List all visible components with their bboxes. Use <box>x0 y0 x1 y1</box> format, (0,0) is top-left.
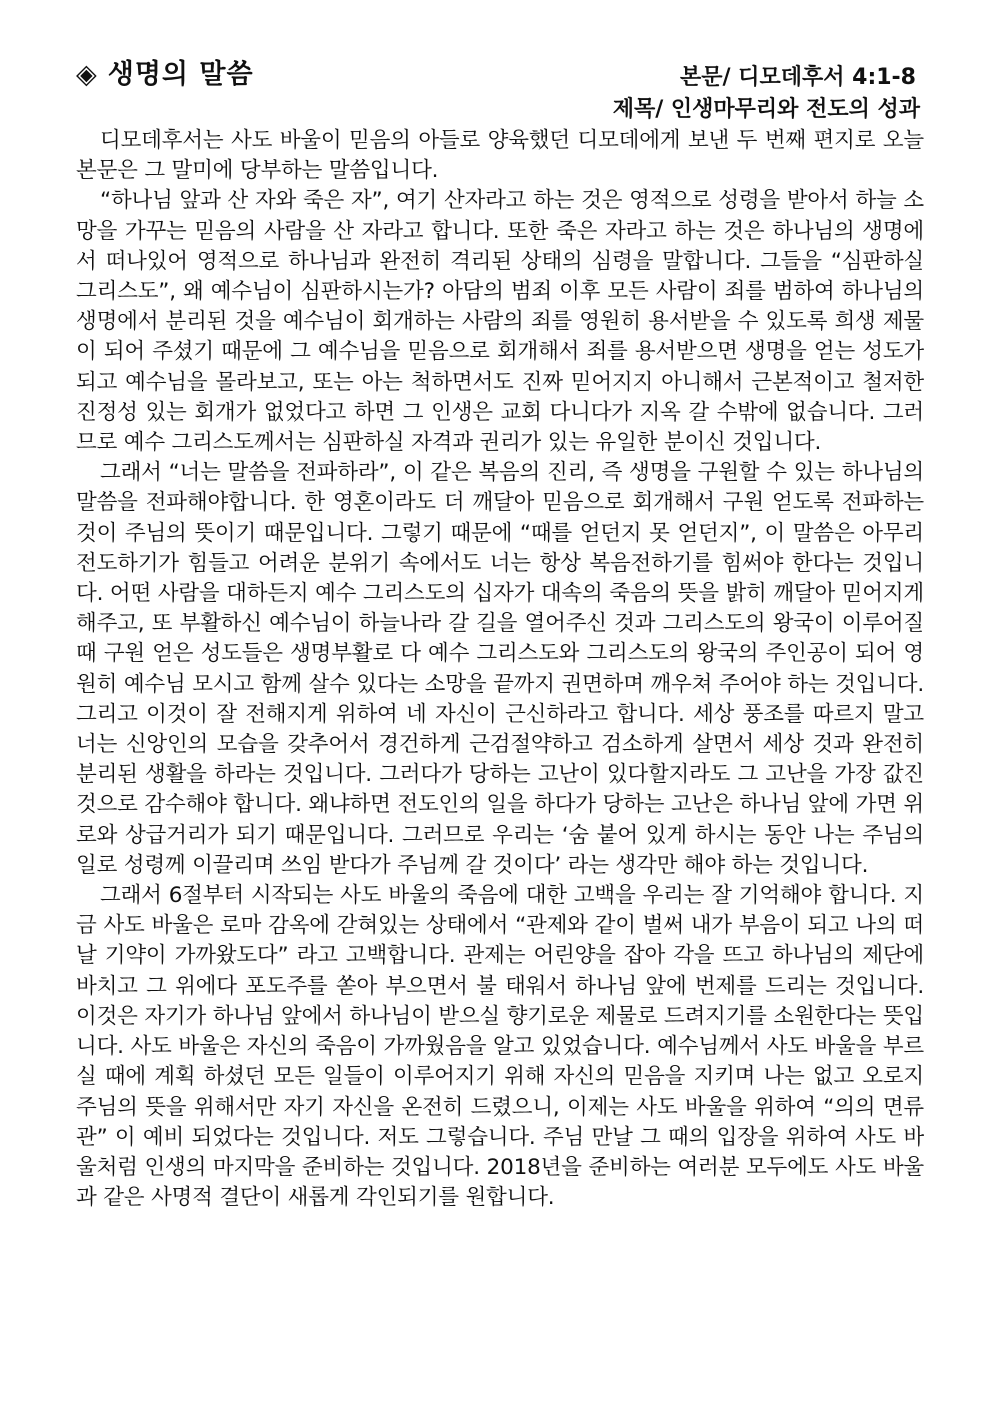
sermon-header <box>76 48 924 126</box>
sermon-title: 제목/ 인생마무리와 전도의 성과 <box>612 97 920 122</box>
sermon-title-label: 제목 <box>612 97 656 122</box>
sermon-title-text: 인생마무리와 전도의 성과 <box>670 97 920 122</box>
paragraph-judgment: “하나님 앞과 산 자와 죽은 자”, 여기 산자라고 하는 것은 영적으로 성령을 받아서 하늘 소망을 가꾸는 믿음의 사람을 산 자라고 합니다. 또한 죽은 자라고 하는 것은 하나님의 생명에서 떠나있어 영적으로 하나님과 완전히 격리된 상태의 심령을 말합니다. 그들을 “심판하실 그리스도”, 왜 예수님이 심판하시는가? 아담의 범죄 이후 모든 사람이 죄를 범하여 하나님의 생명에서 분리된 것을 예수님이 회개하는 사람의 죄를 영원히 용서받을 수 있도록 희생 제물이 되어 주셨기 때문에 그 예수님을 믿음으로 회개해서 죄를 용서받으면 생명을 얻는 성도가 되고 예수님을 몰라보고, 또는 아는 척하면서도 진짜 믿어지지 아니해서 근본적이고 철저한 진정성 있는 회개가 없었다고 하면 그 인생은 교회 다니다가 지옥 갈 수밖에 없습니다. 그러므로 예수 그리스도께서는 심판하실 자격과 권리가 있는 유일한 분이신 것입니다. <box>76 188 924 456</box>
diamond-bullet-icon: ◈ <box>76 59 98 90</box>
section-title-text: 생명의 말씀 <box>107 59 254 90</box>
section-title <box>76 52 254 91</box>
passage-ref: 디모데후서 4:1-8 <box>738 65 916 90</box>
paragraph-paul-confession: 그래서 6절부터 시작되는 사도 바울의 죽음에 대한 고백을 우리는 잘 기억해야 합니다. 지금 사도 바울은 로마 감옥에 갇혀있는 상태에서 “관제와 같이 벌써 내가 부음이 되고 나의 떠날 기약이 가까왔도다” 라고 고백합니다. 관제는 어린양을 잡아 각을 뜨고 하나님의 제단에 바치고 그 위에다 포도주를 쏟아 부으면서 불 태워서 하나님 앞에 번제를 드리는 것입니다. 이것은 자기가 하나님 앞에서 하나님이 받으실 향기로운 제물로 드려지기를 소원한다는 뜻입니다. 사도 바울은 자신의 죽음이 가까웠음을 알고 있었습니다. 예수님께서 사도 바울을 부르실 때에 계획 하셨던 모든 일들이 이루어지기 위해 자신의 믿음을 지키며 나는 없고 오로지 주님의 뜻을 위해서만 자기 자신을 온전히 드렸으니, 이제는 사도 바울을 위하여 “의의 면류관” 이 예비 되었다는 것입니다. 저도 그렇습니다. 주님 만날 그 때의 입장을 위하여 사도 바울처럼 인생의 마지막을 준비하는 것입니다. 2018년을 준비하는 여러분 모두에도 사도 바울과 같은 사명적 결단이 새롭게 각인되기를 원합니다. <box>76 883 924 1211</box>
paragraph-intro: 디모데후서는 사도 바울이 믿음의 아들로 양육했던 디모데에게 보낸 두 번째 편지로 오늘 본문은 그 말미에 당부하는 말씀입니다. <box>76 128 924 184</box>
passage-reference: 본문/ 디모데후서 4:1-8 <box>680 65 916 90</box>
paragraph-preach-word: 그래서 “너는 말씀을 전파하라”, 이 같은 복음의 진리, 즉 생명을 구원할 수 있는 하나님의 말씀을 전파해야합니다. 한 영혼이라도 더 깨달아 믿음으로 회개해서 구원 얻도록 전파하는 것이 주님의 뜻이기 때문입니다. 그렇기 때문에 “때를 얻던지 못 얻던지”, 이 말씀은 아무리 전도하기가 힘들고 어려운 분위기 속에서도 너는 항상 복음전하기를 힘써야 한다는 것입니다. 어떤 사람을 대하든지 예수 그리스도의 십자가 대속의 죽음의 뜻을 밝히 깨달아 믿어지게 해주고, 또 부활하신 예수님이 하늘나라 갈 길을 열어주신 것과 그리스도의 왕국이 이루어질 때 구원 얻은 성도들은 생명부활로 다 예수 그리스도와 그리스도의 왕국의 주인공이 되어 영원히 예수님 모시고 함께 살수 있다는 소망을 끝까지 권면하며 깨우쳐 주어야 하는 것입니다. 그리고 이것이 잘 전해지게 위하여 네 자신이 근신하라고 합니다. 세상 풍조를 따르지 말고 너는 신앙인의 모습을 갖추어서 경건하게 근검절약하고 검소하게 살면서 세상 것과 완전히 분리된 생활을 하라는 것입니다. 그러다가 당하는 고난이 있다할지라도 그 고난을 가장 값진 것으로 감수해야 합니다. 왜냐하면 전도인의 일을 하다가 당하는 고난은 하나님 앞에 가면 위로와 상급거리가 되기 때문입니다. 그러므로 우리는 ‘숨 붙어 있게 하시는 동안 나는 주님의 일로 성령께 이끌리며 쓰임 받다가 주님께 갈 것이다’ 라는 생각만 해야 하는 것입니다. <box>76 460 924 878</box>
sermon-body <box>76 126 924 1213</box>
passage-label: 본문 <box>680 65 723 90</box>
sermon-page <box>76 48 924 1213</box>
